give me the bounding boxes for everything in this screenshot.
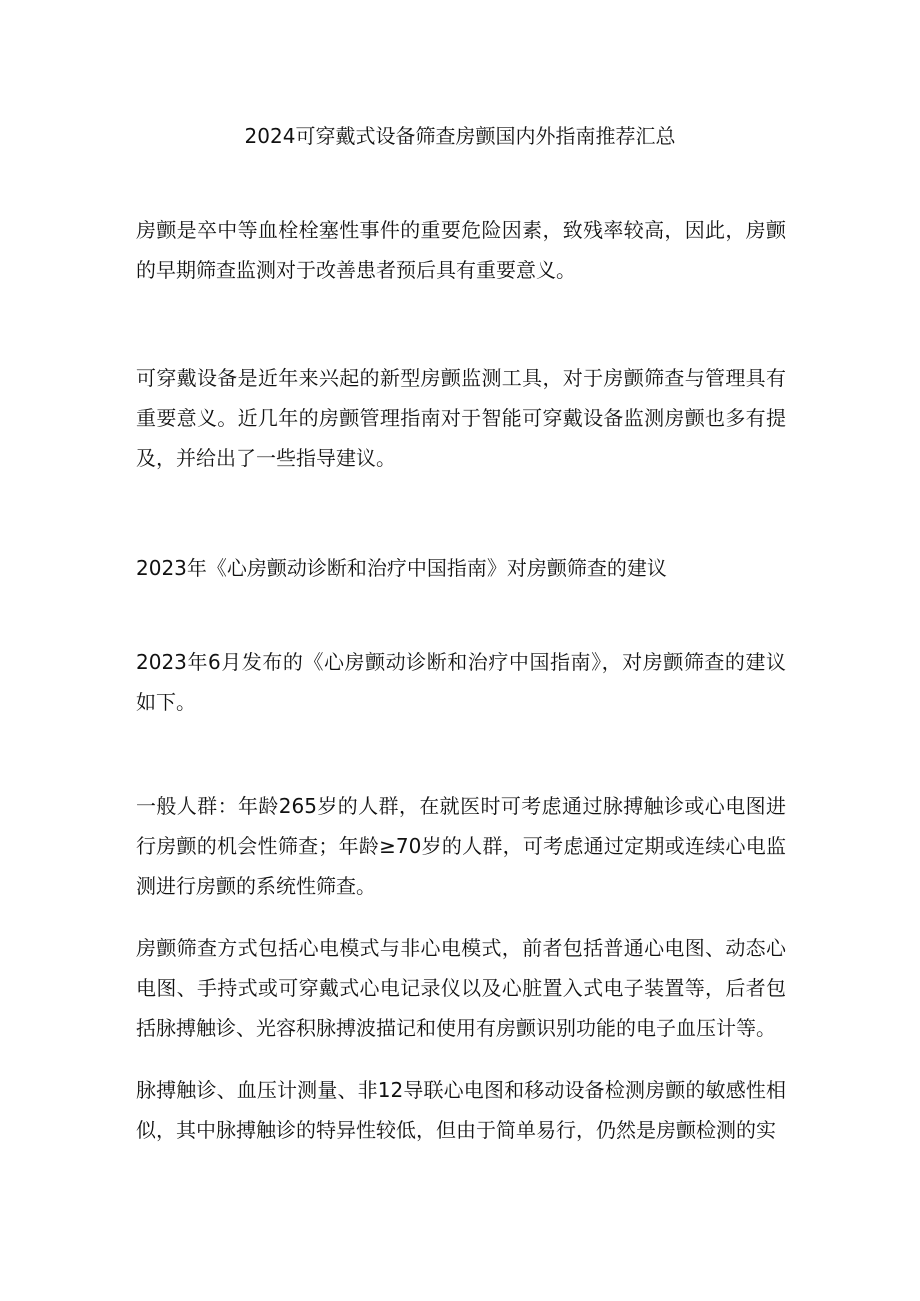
paragraph-wearable-devices: 可穿戴设备是近年来兴起的新型房颤监测工具，对于房颤筛查与管理具有重要意义。近几年的房颤管理指南对于智能可穿戴设备监测房颤也多有提及，并给出了一些指导建议。: [136, 366, 786, 470]
paragraph-screening-methods: 房颤筛查方式包括心电模式与非心电模式，前者包括普通心电图、动态心电图、手持式或可穿戴式心电记录仪以及心脏置入式电子装置等，后者包括脉搏触诊、光容积脉搏波描记和使用有房颤识别功能的电子血压计等。: [136, 936, 786, 1040]
paragraph-guideline-release: 2023年6月发布的《心房颤动诊断和治疗中国指南》，对房颤筛查的建议如下。: [136, 650, 786, 714]
paragraph-af-risk: 房颤是卒中等血栓栓塞性事件的重要危险因素，致残率较高，因此，房颤的早期筛查监测对于改善患者预后具有重要意义。: [136, 218, 786, 282]
paragraph-general-population: 一般人群：年龄265岁的人群，在就医时可考虑通过脉搏触诊或心电图进行房颤的机会性筛查；年龄≥70岁的人群，可考虑通过定期或连续心电监测进行房颤的系统性筛查。: [136, 794, 786, 898]
section-heading-2023-guideline: 2023年《心房颤动诊断和治疗中国指南》对房颤筛查的建议: [136, 556, 667, 580]
paragraph-sensitivity: 脉搏触诊、血压计测量、非12导联心电图和移动设备检测房颤的敏感性相似，其中脉搏触诊的特异性较低，但由于简单易行，仍然是房颤检测的实: [136, 1078, 786, 1142]
document-title: 2024可穿戴式设备筛查房颤国内外指南推荐汇总: [244, 124, 676, 148]
